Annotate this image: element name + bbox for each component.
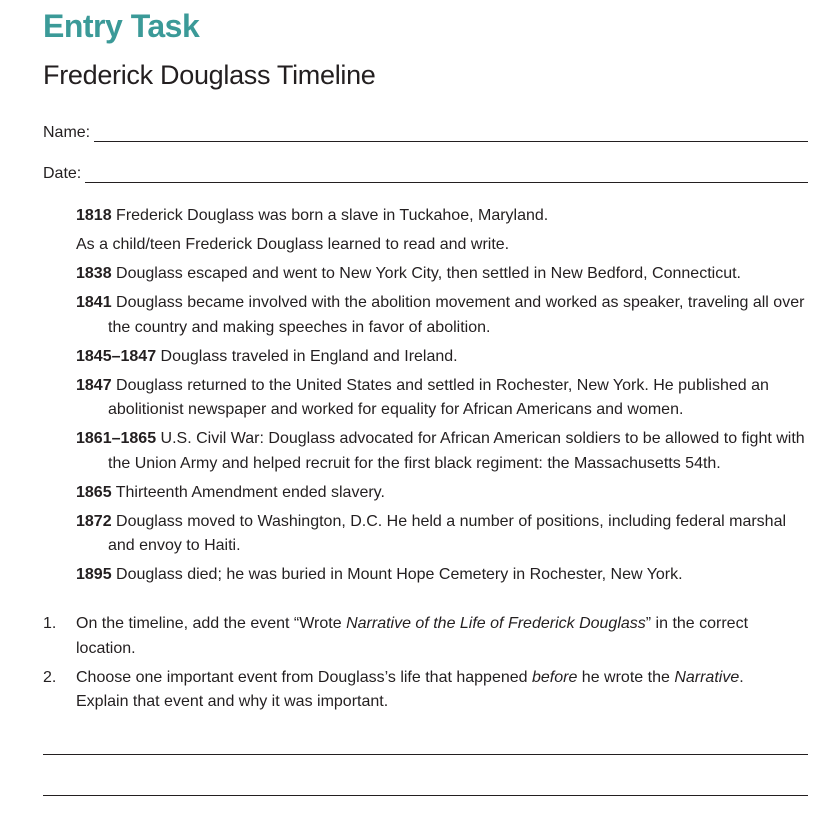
question-number: 1. bbox=[43, 615, 57, 632]
timeline-entry bbox=[76, 481, 811, 506]
timeline-year: 1845–1847 bbox=[76, 347, 157, 365]
timeline-year: 1872 bbox=[76, 512, 112, 530]
page-title: Entry Task bbox=[43, 8, 200, 44]
timeline-list bbox=[76, 204, 811, 592]
timeline-text: Douglass escaped and went to New York City, then settled in New Bedford, Connecticut. bbox=[111, 265, 741, 282]
timeline-text: Douglass died; he was buried in Mount Hope Cemetery in Rochester, New York. bbox=[111, 566, 683, 583]
timeline-text: Frederick Douglass was born a slave in Tuckahoe, Maryland. bbox=[111, 207, 549, 224]
timeline-text: Douglass returned to the United States and settled in Rochester, New York. He published an abolitionist newspaper and worked for equality for African Americans and women. bbox=[108, 376, 769, 418]
timeline-entry bbox=[76, 563, 811, 588]
timeline-text: U.S. Civil War: Douglass advocated for African American soldiers to be allowed to fight with the Union Army and helped recruit for the first black regiment: the Massachusetts 54th. bbox=[108, 430, 805, 472]
timeline-year: 1895 bbox=[76, 566, 112, 583]
answer-line[interactable] bbox=[43, 754, 808, 755]
timeline-entry bbox=[76, 262, 811, 287]
question-text bbox=[76, 612, 783, 661]
timeline-year: 1847 bbox=[76, 376, 112, 394]
timeline-entry bbox=[76, 291, 811, 340]
name-field[interactable] bbox=[43, 124, 808, 142]
timeline-year: 1841 bbox=[76, 294, 112, 311]
name-label: Name: bbox=[43, 124, 91, 141]
timeline-year: 1818 bbox=[76, 207, 112, 224]
question-text bbox=[76, 666, 783, 715]
date-label: Date: bbox=[43, 165, 82, 182]
timeline-entry bbox=[76, 510, 811, 559]
question-text-italic: Narrative bbox=[674, 668, 740, 686]
timeline-text: Douglass moved to Washington, D.C. He held a number of positions, including federal marshal and envoy to Haiti. bbox=[108, 512, 787, 554]
question-item bbox=[43, 612, 783, 661]
date-input-line[interactable] bbox=[85, 166, 808, 183]
answer-line[interactable] bbox=[43, 795, 808, 796]
question-text-italic: Narrative of the Life of Frederick Douglass bbox=[346, 615, 646, 632]
timeline-text: Douglass traveled in England and Ireland. bbox=[156, 347, 458, 365]
timeline-year: 1861–1865 bbox=[76, 430, 157, 447]
date-field[interactable] bbox=[43, 165, 808, 183]
question-text-italic: before bbox=[531, 668, 578, 686]
name-input-line[interactable] bbox=[94, 125, 808, 142]
timeline-entry bbox=[76, 233, 811, 258]
timeline-text: As a child/teen Frederick Douglass learned to read and write. bbox=[76, 236, 510, 253]
question-text-part: . Explain that event and why it was important. bbox=[76, 668, 744, 710]
question-text-part: On the timeline, add the event “Wrote bbox=[76, 615, 347, 632]
timeline-entry bbox=[76, 345, 811, 370]
timeline-text: Thirteenth Amendment ended slavery. bbox=[111, 483, 385, 501]
question-number: 2. bbox=[43, 668, 57, 686]
question-text-part: Choose one important event from Douglass’s life that happened bbox=[76, 668, 532, 686]
question-item bbox=[43, 666, 783, 715]
timeline-entry bbox=[76, 427, 811, 476]
question-text-part: ” in the correct location. bbox=[76, 615, 749, 657]
questions-list bbox=[43, 612, 783, 719]
timeline-text: Douglass became involved with the abolition movement and worked as speaker, traveling all over the country and making speeches in favor of abolition. bbox=[108, 294, 805, 336]
page-subtitle: Frederick Douglass Timeline bbox=[43, 60, 376, 90]
question-text-part: he wrote the bbox=[577, 668, 675, 686]
timeline-entry bbox=[76, 374, 811, 423]
timeline-year: 1865 bbox=[76, 483, 112, 501]
timeline-entry bbox=[76, 204, 811, 229]
timeline-year: 1838 bbox=[76, 265, 112, 282]
